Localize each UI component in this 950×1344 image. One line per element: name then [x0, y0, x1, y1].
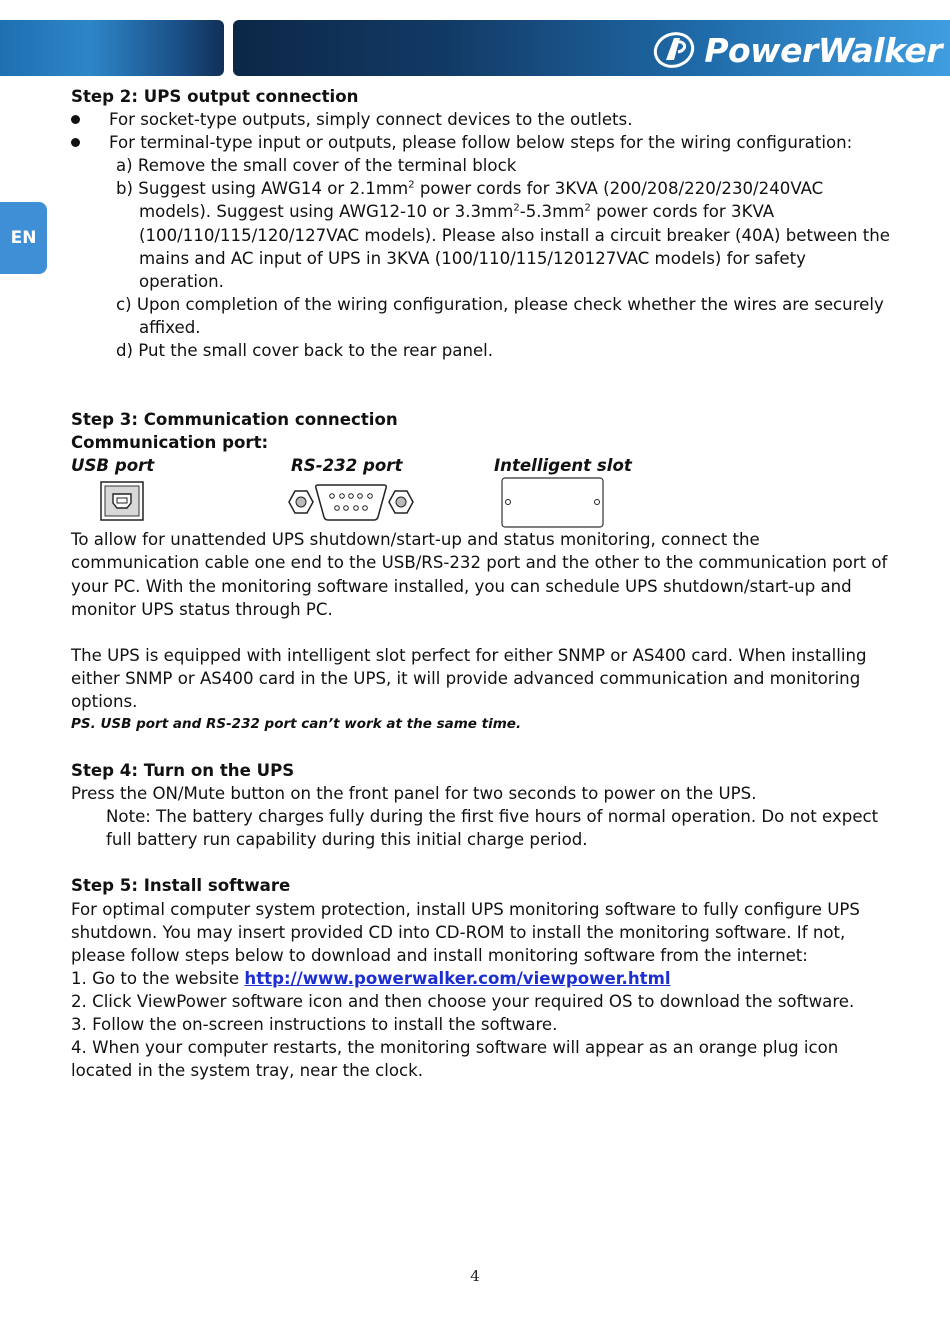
- step3-ps-note: PS. USB port and RS-232 port can’t work at the same time.: [71, 715, 522, 732]
- step3-subheading: Communication port:: [71, 433, 269, 453]
- bullet-item: For terminal-type input or outputs, please follow below steps for the wiring configuration:: [71, 131, 891, 154]
- step5-item-4: 4. When your computer restarts, the monitoring software will appear as an orange plug icon located in the system tray, near the clock.: [71, 1038, 839, 1081]
- step2-sub-a: a) Remove the small cover of the terminal block: [116, 156, 517, 176]
- step3-heading: Step 3: Communication connection: [71, 410, 398, 430]
- step2-sub-b: b) Suggest using AWG14 or $2.1mm^2$ power cords for 3KVA (200/208/220/230/240VAC models). Suggest using AWG12-10 or $3.3mm^2-5.3mm^2$ power cords for 3KVA (100/110/115/120/127VAC models). Please also install a circuit breaker (40A) between the mains and AC input of UPS in 3KVA (100/110/115/120127VAC models) for safety operation.: [116, 179, 890, 291]
- language-tab-label: EN: [10, 228, 37, 248]
- step5-intro: For optimal computer system protection, install UPS monitoring software to fully configure UPS shutdown. You may insert provided CD into CD-ROM to install the monitoring software. If not, please follow steps below to download and install monitoring software from the internet:: [71, 899, 860, 965]
- bullet-dot-icon: [71, 115, 80, 124]
- usb-port-label: USB port: [71, 456, 155, 476]
- page-content: [71, 85, 891, 1082]
- header-bar-left: [0, 20, 224, 76]
- step5-item-1: 1. Go to the website http://www.powerwalker.com/viewpower.html: [71, 968, 671, 988]
- usb-port-icon: [100, 481, 144, 521]
- intelligent-slot-label: Intelligent slot: [494, 456, 632, 476]
- page-number: 4: [470, 1267, 480, 1285]
- step5-item-2: 2. Click ViewPower software icon and then choose your required OS to download the software.: [71, 991, 855, 1011]
- step5-item-3: 3. Follow the on-screen instructions to install the software.: [71, 1015, 558, 1034]
- step3-paragraph-2: The UPS is equipped with intelligent slot perfect for either SNMP or AS400 card. When installing either SNMP or AS400 card in the UPS, it will provide advanced communication and monitoring options.: [71, 645, 867, 711]
- powerwalker-logo: [652, 30, 942, 70]
- port-labels: [71, 454, 891, 477]
- intelligent-slot-icon: [501, 477, 605, 529]
- step2-sub-c: c) Upon completion of the wiring configuration, please check whether the wires are securely affixed.: [116, 294, 884, 337]
- powerwalker-logo-icon: [652, 30, 698, 70]
- rs232-port-label: RS-232 port: [291, 456, 403, 476]
- step4-heading: Step 4: Turn on the UPS: [71, 761, 295, 781]
- logo-text: PowerWalker: [704, 30, 942, 70]
- bullet-item: For socket-type outputs, simply connect devices to the outlets.: [71, 108, 891, 131]
- step2-sub-d: d) Put the small cover back to the rear panel.: [116, 341, 494, 361]
- step2-heading: Step 2: UPS output connection: [71, 87, 359, 106]
- step3-paragraph-1: To allow for unattended UPS shutdown/start-up and status monitoring, connect the communication cable one end to the USB/RS-232 port and the other to the communication port of your PC. With the monitoring software installed, you can schedule UPS shutdown/start-up and monitor UPS status through PC.: [71, 530, 888, 619]
- step4-note: Note: The battery charges fully during the first five hours of normal operation. Do not expect full battery run capability during this initial charge period.: [106, 807, 879, 850]
- port-illustrations: [71, 477, 891, 528]
- step5-heading: Step 5: Install software: [71, 876, 291, 896]
- step4-line: Press the ON/Mute button on the front panel for two seconds to power on the UPS.: [71, 784, 757, 804]
- bullet-dot-icon: [71, 138, 80, 147]
- language-tab: [0, 202, 47, 274]
- viewpower-link[interactable]: http://www.powerwalker.com/viewpower.html: [244, 968, 671, 988]
- rs232-port-icon: [286, 481, 416, 523]
